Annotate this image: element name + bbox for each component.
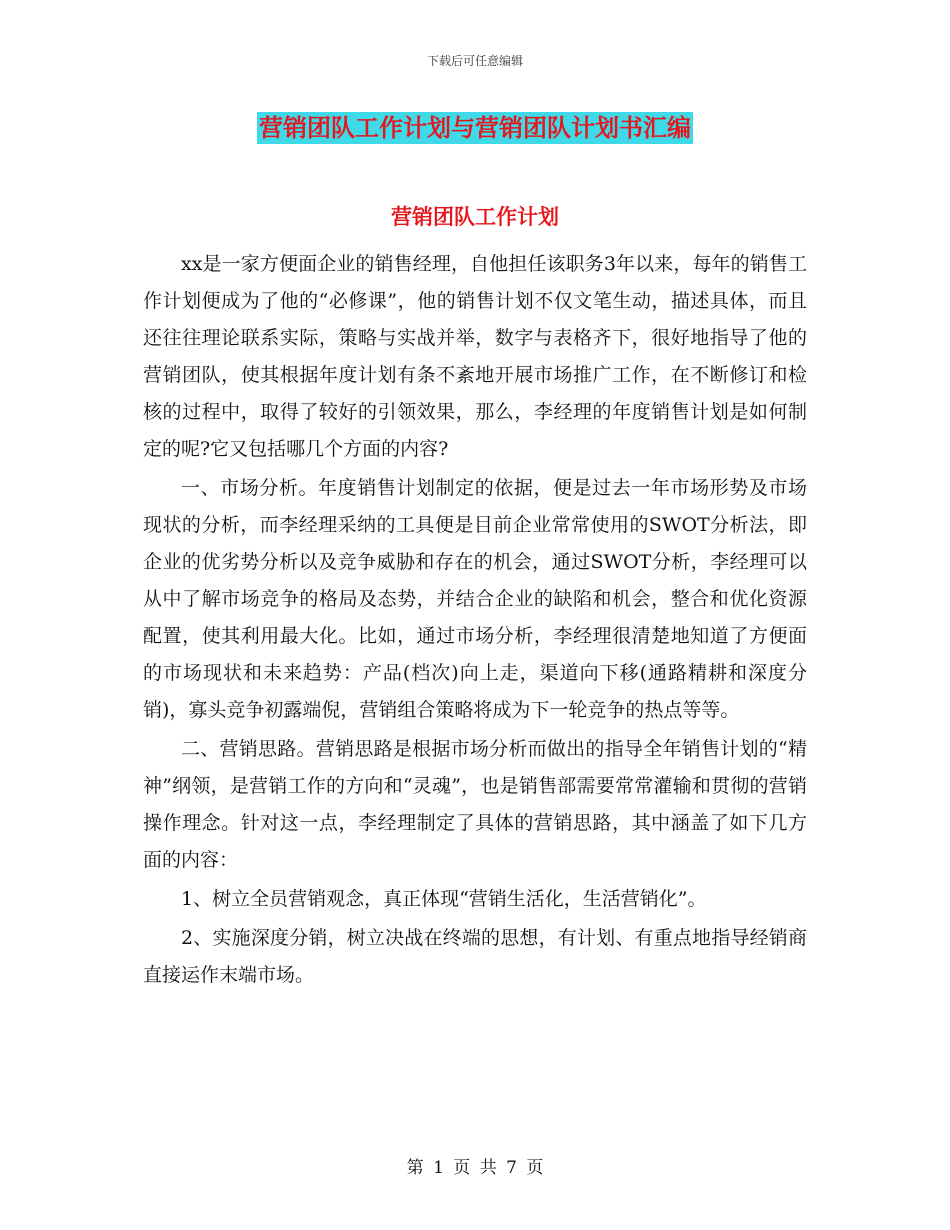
paragraph-point-2: 2、实施深度分销，树立决战在终端的思想，有计划、有重点地指导经销商直接运作末端市场。 — [143, 927, 807, 986]
main-title-text: 营销团队工作计划与营销团队计划书汇编 — [259, 114, 691, 142]
paragraph-point-1: 1、树立全员营销观念，真正体现“营销生活化，生活营销化”。 — [181, 888, 707, 910]
paragraph-intro: xx是一家方便面企业的销售经理，自他担任该职务3年以来，每年的销售工作计划便成为了他的“必修课”，他的销售计划不仅文笔生动，描述具体，而且还往往理论联系实际，策略与实战并举，数字与表格齐下，很好地指导了他的营销团队，使其根据年度计划有条不紊地开展市场推广工作，在不断修订和检核的过程中，取得了较好的引领效果，那么，李经理的年度销售计划是如何制定的呢?它又包括哪几个方面的内容? — [143, 253, 807, 460]
paragraph-market-analysis: 一、市场分析。年度销售计划制定的依据，便是过去一年市场形势及市场现状的分析，而李经理采纳的工具便是目前企业常常使用的SWOT分析法，即企业的优劣势分析以及竞争威胁和存在的机会，通过SWOT分析，李经理可以从中了解市场竞争的格局及态势，并结合企业的缺陷和机会，整合和优化资源配置，使其利用最大化。比如，通过市场分析，李经理很清楚地知道了方便面的市场现状和未来趋势：产品(档次)向上走，渠道向下移(通路精耕和深度分销)，寡头竞争初露端倪，营销组合策略将成为下一轮竞争的热点等等。 — [143, 477, 807, 721]
page-number: 第 1 页 共 7 页 — [406, 1158, 544, 1178]
header-note: 下载后可任意编辑 — [426, 54, 523, 68]
paragraph-marketing-strategy: 二、营销思路。营销思路是根据市场分析而做出的指导全年销售计划的“精神”纲领，是营销工作的方向和“灵魂”，也是销售部需要常常灌输和贯彻的营销操作理念。针对这一点，李经理制定了具体的营销思路，其中涵盖了如下几方面的内容： — [143, 738, 807, 871]
document-main-title — [0, 112, 950, 144]
section-title: 营销团队工作计划 — [391, 205, 559, 229]
document-body — [143, 246, 807, 996]
